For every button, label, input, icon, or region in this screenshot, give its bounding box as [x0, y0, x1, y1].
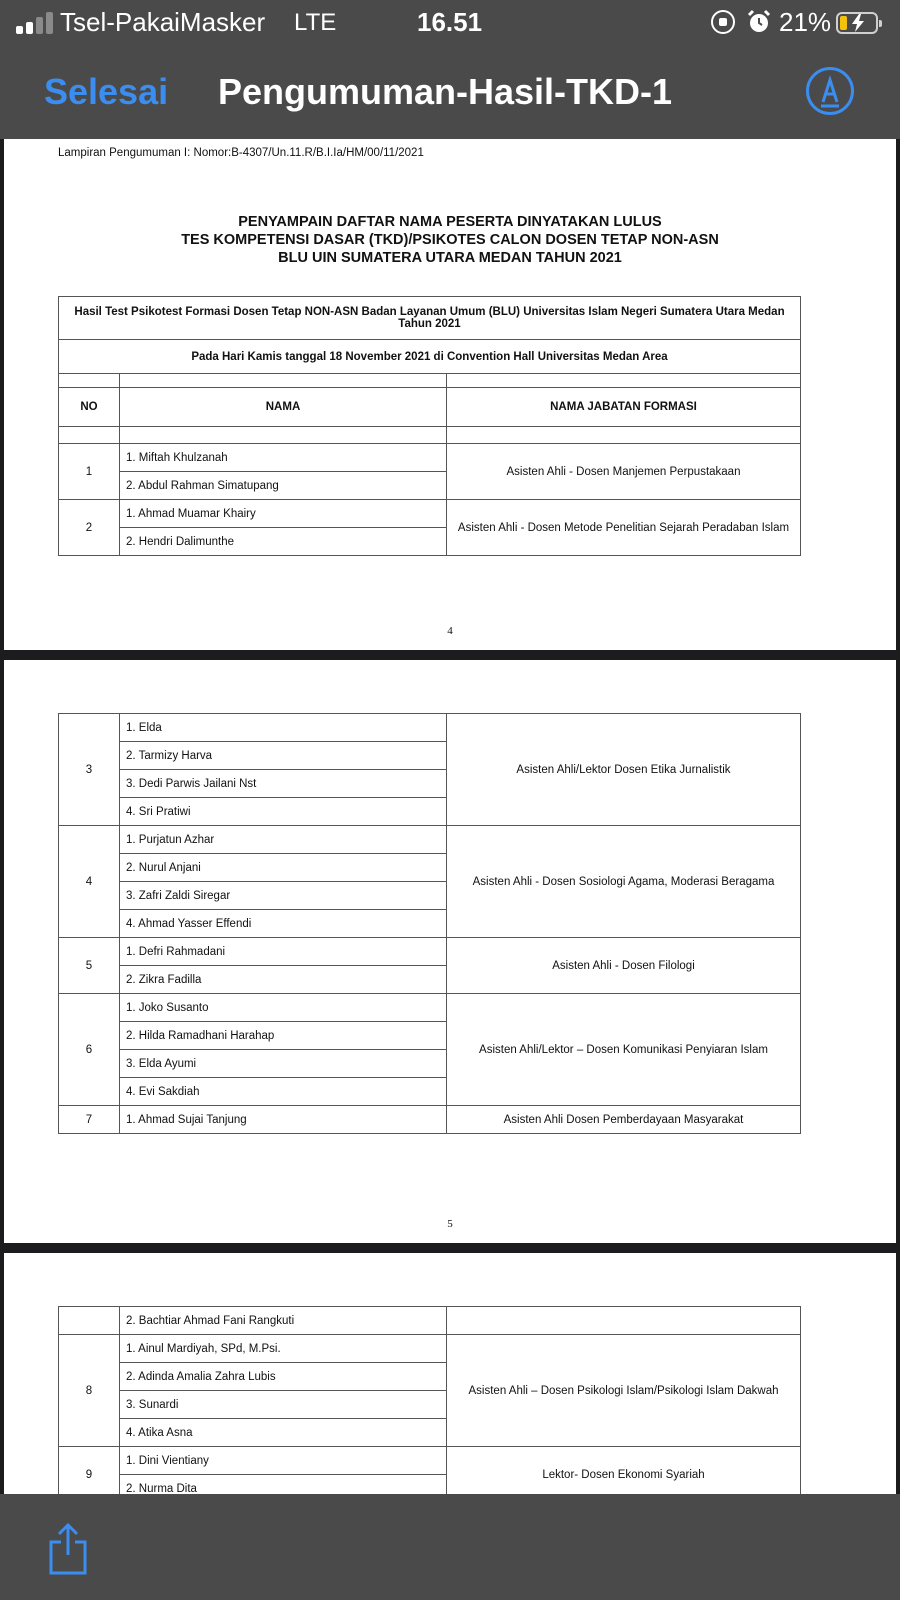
- markup-pen-icon: [809, 70, 851, 112]
- pdf-page-6: [4, 1253, 896, 1494]
- position-name: Asisten Ahli Dosen Pemberdayaan Masyarakat: [447, 1106, 801, 1134]
- results-table-page-4: [58, 296, 801, 556]
- position-name: Asisten Ahli - Dosen Sosiologi Agama, Moderasi Beragama: [447, 826, 801, 938]
- participant-name: 2. Nurul Anjani: [120, 854, 447, 882]
- table-row: [59, 1335, 801, 1363]
- table-body-page-6: [59, 1307, 801, 1495]
- status-bar: [0, 0, 900, 45]
- alarm-icon: [746, 9, 772, 35]
- position-name: Asisten Ahli – Dosen Psikologi Islam/Psikologi Islam Dakwah: [447, 1335, 801, 1447]
- participant-name: 1. Joko Susanto: [120, 994, 447, 1022]
- row-number: 4: [59, 826, 120, 938]
- document-title: Pengumuman-Hasil-TKD-1: [218, 71, 673, 112]
- position-name: Asisten Ahli - Dosen Filologi: [447, 938, 801, 994]
- share-icon[interactable]: [46, 1522, 90, 1576]
- pdf-page-4: [4, 139, 896, 650]
- participant-name: 4. Atika Asna: [120, 1419, 447, 1447]
- column-header-nama: NAMA: [120, 388, 447, 427]
- table-row: [59, 500, 801, 528]
- participant-name: 1. Miftah Khulzanah: [120, 444, 447, 472]
- table-body-page-4: [59, 444, 801, 556]
- table-row: [59, 826, 801, 854]
- table-heading: Hasil Test Psikotest Formasi Dosen Tetap NON-ASN Badan Layanan Umum (BLU) Universitas Islam Negeri Sumatera Utara Medan Tahun 2021: [59, 297, 801, 340]
- battery-percent: 21%: [779, 7, 832, 37]
- table-row: [59, 994, 801, 1022]
- row-number: 1: [59, 444, 120, 500]
- network-type: LTE: [294, 9, 337, 36]
- participant-name: 4. Sri Pratiwi: [120, 798, 447, 826]
- row-number: 2: [59, 500, 120, 556]
- participant-name: 1. Defri Rahmadani: [120, 938, 447, 966]
- row-number: 5: [59, 938, 120, 994]
- row-number: 3: [59, 714, 120, 826]
- table-date: Pada Hari Kamis tanggal 18 November 2021 di Convention Hall Universitas Medan Area: [59, 340, 801, 374]
- table-row: [59, 938, 801, 966]
- column-header-no: NO: [59, 388, 120, 427]
- orientation-lock-icon: [711, 10, 735, 34]
- results-table-page-5: [58, 713, 801, 1134]
- table-row: [59, 1106, 801, 1134]
- page-number: 4: [447, 625, 453, 637]
- position-name: Lektor- Dosen Ekonomi Syariah: [447, 1447, 801, 1495]
- position-name: Asisten Ahli - Dosen Metode Penelitian Sejarah Peradaban Islam: [447, 500, 801, 556]
- pdf-page-5: [4, 660, 896, 1243]
- participant-name: 1. Elda: [120, 714, 447, 742]
- participant-name: 2. Tarmizy Harva: [120, 742, 447, 770]
- bottom-toolbar: [0, 1494, 900, 1600]
- reference-number: Lampiran Pengumuman I: Nomor:B-4307/Un.11.R/B.I.Ia/HM/00/11/2021: [58, 147, 424, 159]
- table-body-page-5: [59, 714, 801, 1134]
- participant-name: 4. Ahmad Yasser Effendi: [120, 910, 447, 938]
- table-row: [59, 444, 801, 472]
- doc-title-line-3: BLU UIN SUMATERA UTARA MEDAN TAHUN 2021: [278, 250, 622, 266]
- participant-name: 1. Ahmad Sujai Tanjung: [120, 1106, 447, 1134]
- table-row: [59, 1307, 801, 1335]
- battery-charging-icon: [836, 12, 878, 34]
- column-header-jabatan: NAMA JABATAN FORMASI: [447, 388, 801, 427]
- participant-name: 4. Evi Sakdiah: [120, 1078, 447, 1106]
- position-name: Asisten Ahli/Lektor Dosen Etika Jurnalistik: [447, 714, 801, 826]
- position-name: Asisten Ahli - Dosen Manjemen Perpustakaan: [447, 444, 801, 500]
- carrier-name: Tsel-PakaiMasker: [60, 7, 266, 37]
- row-number: 8: [59, 1335, 120, 1447]
- done-button[interactable]: Selesai: [44, 71, 169, 112]
- markup-button[interactable]: [806, 67, 854, 115]
- participant-name: 3. Elda Ayumi: [120, 1050, 447, 1078]
- row-number: 9: [59, 1447, 120, 1495]
- participant-name: 3. Dedi Parwis Jailani Nst: [120, 770, 447, 798]
- participant-name: 1. Ahmad Muamar Khairy: [120, 500, 447, 528]
- participant-name: 1. Purjatun Azhar: [120, 826, 447, 854]
- participant-name: 2. Bachtiar Ahmad Fani Rangkuti: [120, 1307, 447, 1335]
- participant-name: 2. Zikra Fadilla: [120, 966, 447, 994]
- row-number: 6: [59, 994, 120, 1106]
- clock: 16.51: [417, 7, 483, 37]
- participant-name: 3. Sunardi: [120, 1391, 447, 1419]
- participant-name: 2. Hilda Ramadhani Harahap: [120, 1022, 447, 1050]
- participant-name: 2. Adinda Amalia Zahra Lubis: [120, 1363, 447, 1391]
- participant-name: 3. Zafri Zaldi Siregar: [120, 882, 447, 910]
- table-row: [59, 1447, 801, 1475]
- page-number: 5: [447, 1218, 453, 1230]
- doc-title-line-2: TES KOMPETENSI DASAR (TKD)/PSIKOTES CALON DOSEN TETAP NON-ASN: [181, 232, 719, 248]
- row-number: [59, 1307, 120, 1335]
- signal-bars-icon: [16, 12, 56, 34]
- participant-name: 1. Dini Vientiany: [120, 1447, 447, 1475]
- participant-name: 1. Ainul Mardiyah, SPd, M.Psi.: [120, 1335, 447, 1363]
- table-row: [59, 714, 801, 742]
- row-number: 7: [59, 1106, 120, 1134]
- participant-name: 2. Hendri Dalimunthe: [120, 528, 447, 556]
- position-name: [447, 1307, 801, 1335]
- participant-name: 2. Abdul Rahman Simatupang: [120, 472, 447, 500]
- doc-title-line-1: PENYAMPAIN DAFTAR NAMA PESERTA DINYATAKAN LULUS: [238, 214, 662, 230]
- navigation-bar: [0, 45, 900, 139]
- results-table-page-6: [58, 1306, 801, 1494]
- participant-name: 2. Nurma Dita: [120, 1475, 447, 1495]
- position-name: Asisten Ahli/Lektor – Dosen Komunikasi Penyiaran Islam: [447, 994, 801, 1106]
